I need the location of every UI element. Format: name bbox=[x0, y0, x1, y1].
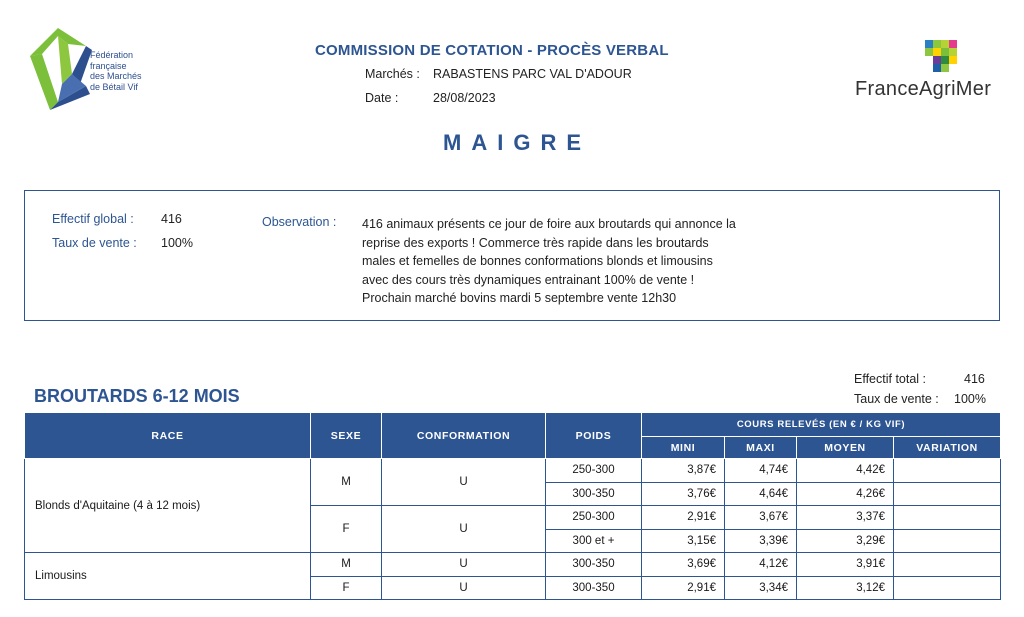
federation-line: Fédération bbox=[90, 50, 134, 60]
poids-cell: 300-350 bbox=[546, 482, 642, 506]
variation-cell bbox=[894, 553, 1001, 577]
prices-table bbox=[24, 412, 1001, 600]
observation-line: males et femelles de bonnes conformations blonds et limousins bbox=[362, 254, 713, 268]
franceagrimer-mosaic-logo-icon bbox=[921, 38, 961, 78]
variation-cell bbox=[894, 529, 1001, 553]
race-cell: Limousins bbox=[25, 553, 311, 600]
observation-label: Observation : bbox=[262, 215, 337, 229]
mini-cell: 3,87€ bbox=[642, 459, 725, 483]
franceagrimer-wordmark: FranceAgriMer bbox=[855, 78, 992, 100]
observation-line: avec des cours très dynamiques entrainant 100% de vente ! bbox=[362, 272, 695, 287]
maxi-cell: 3,67€ bbox=[725, 506, 797, 530]
mini-cell: 3,76€ bbox=[642, 482, 725, 506]
moyen-cell: 3,37€ bbox=[797, 506, 894, 530]
variation-cell bbox=[894, 459, 1001, 483]
maxi-cell: 4,12€ bbox=[725, 553, 797, 577]
sexe-cell: F bbox=[311, 506, 382, 553]
date-label: Date : bbox=[365, 91, 399, 105]
moyen-cell: 3,12€ bbox=[797, 576, 894, 600]
header-race: RACE bbox=[25, 413, 311, 459]
observation-line: 416 animaux présents ce jour de foire aux broutards qui annonce la bbox=[362, 217, 736, 231]
header-sexe: SEXE bbox=[311, 413, 382, 459]
market-label: Marchés : bbox=[365, 67, 420, 81]
poids-cell: 250-300 bbox=[546, 506, 642, 530]
taux-vente-value: 100% bbox=[161, 236, 193, 250]
summary-box bbox=[24, 190, 1000, 321]
header-moyen: MOYEN bbox=[797, 437, 894, 459]
table-row bbox=[25, 553, 1001, 577]
market-value: RABASTENS PARC VAL D'ADOUR bbox=[433, 67, 632, 81]
federation-logo-text bbox=[90, 50, 142, 92]
mini-cell: 3,15€ bbox=[642, 529, 725, 553]
category-title: BROUTARDS 6-12 MOIS bbox=[34, 386, 240, 406]
observation-line: reprise des exports ! Commerce très rapide dans les broutards bbox=[362, 235, 709, 250]
sexe-cell: M bbox=[311, 459, 382, 506]
maxi-cell: 4,74€ bbox=[725, 459, 797, 483]
taux-vente-label: Taux de vente : bbox=[52, 236, 137, 250]
sexe-cell: M bbox=[311, 553, 382, 577]
date-value: 28/08/2023 bbox=[433, 91, 496, 105]
moyen-cell: 3,29€ bbox=[797, 529, 894, 553]
effectif-global-label: Effectif global : bbox=[52, 212, 134, 226]
effectif-global-value: 416 bbox=[161, 212, 182, 226]
header-poids: POIDS bbox=[546, 413, 642, 459]
header-maxi: MAXI bbox=[725, 437, 797, 459]
mini-cell: 2,91€ bbox=[642, 576, 725, 600]
poids-cell: 250-300 bbox=[546, 459, 642, 483]
federation-line: française bbox=[90, 60, 127, 71]
header-conformation: CONFORMATION bbox=[382, 413, 546, 459]
federation-line: de Bétail Vif bbox=[90, 81, 138, 92]
conformation-cell: U bbox=[382, 576, 546, 600]
category-taux-value: 100% bbox=[954, 392, 986, 406]
poids-cell: 300-350 bbox=[546, 553, 642, 577]
section-title: MAIGRE bbox=[443, 130, 591, 155]
conformation-cell: U bbox=[382, 459, 546, 506]
poids-cell: 300-350 bbox=[546, 576, 642, 600]
mini-cell: 3,69€ bbox=[642, 553, 725, 577]
variation-cell bbox=[894, 576, 1001, 600]
variation-cell bbox=[894, 482, 1001, 506]
observation-line: Prochain marché bovins mardi 5 septembre vente 12h30 bbox=[362, 291, 677, 305]
conformation-cell: U bbox=[382, 506, 546, 553]
effectif-total-value: 416 bbox=[964, 372, 985, 386]
header-variation: VARIATION bbox=[894, 437, 1001, 459]
poids-cell: 300 et + bbox=[546, 529, 642, 553]
maxi-cell: 4,64€ bbox=[725, 482, 797, 506]
variation-cell bbox=[894, 506, 1001, 530]
maxi-cell: 3,39€ bbox=[725, 529, 797, 553]
header-mini: MINI bbox=[642, 437, 725, 459]
franceagrimer-logo bbox=[855, 38, 1005, 108]
moyen-cell: 3,91€ bbox=[797, 553, 894, 577]
observation-text bbox=[362, 215, 802, 308]
mini-cell: 2,91€ bbox=[642, 506, 725, 530]
sexe-cell: F bbox=[311, 576, 382, 600]
moyen-cell: 4,26€ bbox=[797, 482, 894, 506]
maxi-cell: 3,34€ bbox=[725, 576, 797, 600]
category-taux-label: Taux de vente : bbox=[854, 392, 939, 406]
table-row bbox=[25, 459, 1001, 483]
federation-line: des Marchés bbox=[90, 71, 142, 81]
moyen-cell: 4,42€ bbox=[797, 459, 894, 483]
race-cell: Blonds d'Aquitaine (4 à 12 mois) bbox=[25, 459, 311, 553]
header-cours-group: COURS RELEVÉS (EN € / KG VIF) bbox=[642, 413, 1001, 437]
document-title: COMMISSION DE COTATION - PROCÈS VERBAL bbox=[315, 42, 669, 59]
effectif-total-label: Effectif total : bbox=[854, 372, 927, 386]
conformation-cell: U bbox=[382, 553, 546, 577]
